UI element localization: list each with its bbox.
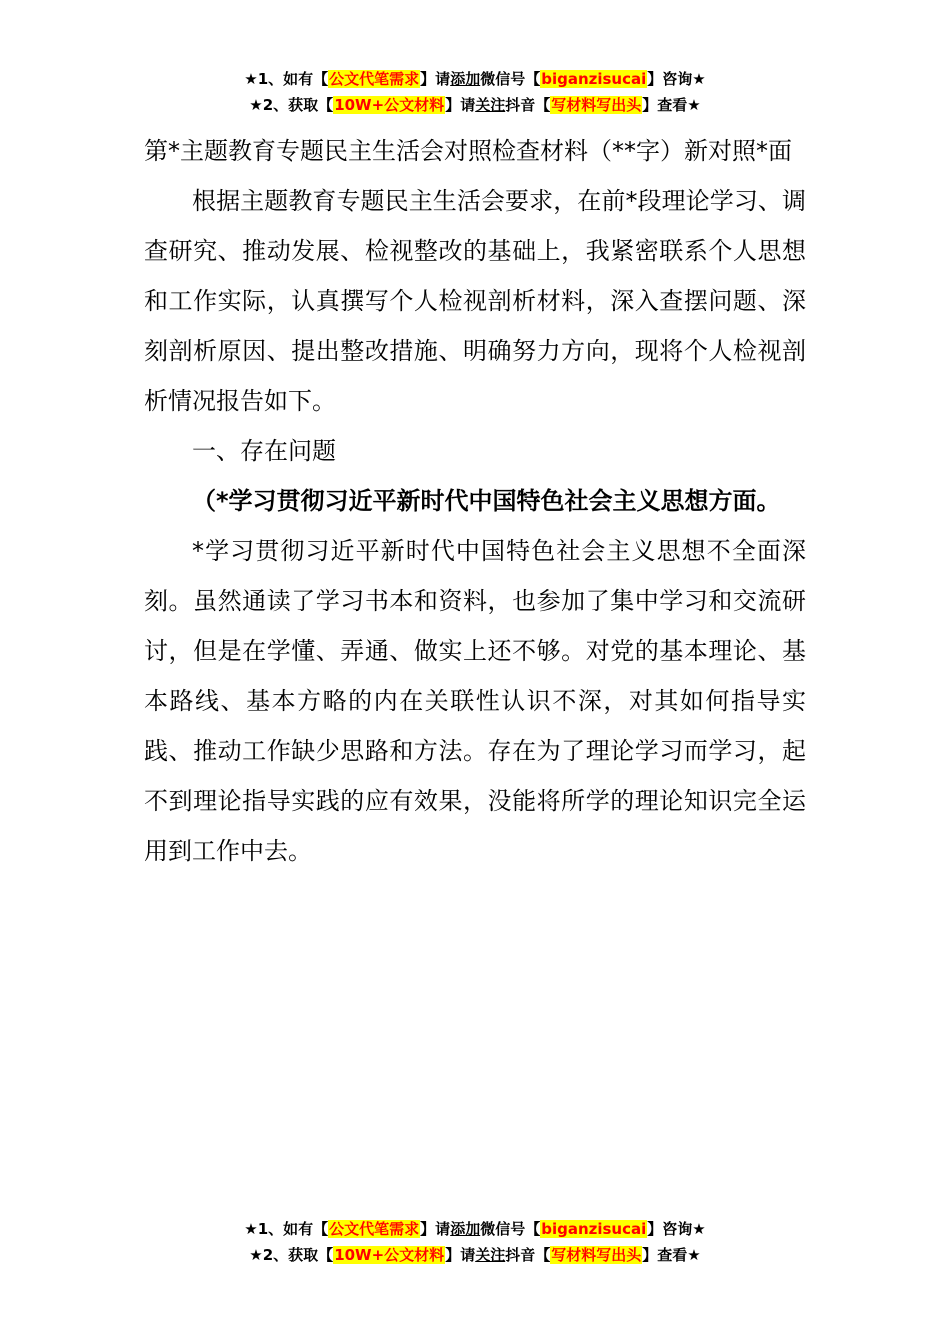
section-heading: 一、存在问题 — [192, 437, 336, 465]
banner-text: ★1、如有【 — [244, 70, 329, 88]
banner-highlight: 公文代笔需求 — [329, 70, 420, 88]
intro-paragraph: 根据主题教育专题民主生活会要求，在前*段理论学习、调查研究、推动发展、检视整改的基础上，我紧密联系个人思想和工作实际，认真撰写个人检视剖析材料，深入查摆问题、深刻剖析原因、提出整改措施、明确努力方向，现将个人检视剖析情况报告如下。 — [144, 187, 806, 415]
banner-line-2 — [0, 1242, 950, 1268]
banner-text: 】请 — [445, 1246, 476, 1264]
banner-highlight: 10W+公文材料 — [334, 96, 445, 114]
banner-text: 抖音【 — [505, 96, 551, 114]
banner-highlight: 写材料写出头 — [551, 96, 642, 114]
banner-line-1 — [0, 66, 950, 92]
banner-text: 】请 — [445, 96, 476, 114]
header-banner — [0, 66, 950, 118]
banner-highlight: 写材料写出头 — [551, 1246, 642, 1264]
banner-highlight: 公文代笔需求 — [329, 1220, 420, 1238]
document-title: 第*主题教育专题民主生活会对照检查材料（**字）新对照*面 — [144, 137, 792, 165]
banner-text: 微信号【 — [480, 1220, 541, 1238]
banner-underline: 添加 — [450, 1220, 481, 1238]
banner-text: ★2、获取【 — [249, 96, 334, 114]
banner-line-1 — [0, 1216, 950, 1242]
banner-text: 微信号【 — [480, 70, 541, 88]
banner-text: 】请 — [420, 70, 451, 88]
banner-text: 】咨询★ — [647, 1220, 706, 1238]
footer-banner — [0, 1216, 950, 1268]
banner-underline: 关注 — [475, 1246, 506, 1264]
banner-text: 】查看★ — [642, 1246, 701, 1264]
banner-highlight: biganzisucai — [541, 1220, 647, 1238]
banner-text: ★2、获取【 — [249, 1246, 334, 1264]
banner-text: 】查看★ — [642, 96, 701, 114]
banner-underline: 添加 — [450, 70, 481, 88]
banner-line-2 — [0, 92, 950, 118]
banner-highlight: biganzisucai — [541, 70, 647, 88]
banner-highlight: 10W+公文材料 — [334, 1246, 445, 1264]
subsection-heading: （*学习贯彻习近平新时代中国特色社会主义思想方面。 — [192, 487, 781, 515]
banner-text: 抖音【 — [505, 1246, 551, 1264]
banner-text: 】请 — [420, 1220, 451, 1238]
banner-underline: 关注 — [475, 96, 506, 114]
document-body — [144, 126, 806, 876]
body-paragraph: *学习贯彻习近平新时代中国特色社会主义思想不全面深刻。虽然通读了学习书本和资料，也参加了集中学习和交流研讨，但是在学懂、弄通、做实上还不够。对党的基本理论、基本路线、基本方略的内在关联性认识不深，对其如何指导实践、推动工作缺少思路和方法。存在为了理论学习而学习，起不到理论指导实践的应有效果，没能将所学的理论知识完全运用到工作中去。 — [144, 537, 806, 865]
banner-text: 】咨询★ — [647, 70, 706, 88]
banner-text: ★1、如有【 — [244, 1220, 329, 1238]
